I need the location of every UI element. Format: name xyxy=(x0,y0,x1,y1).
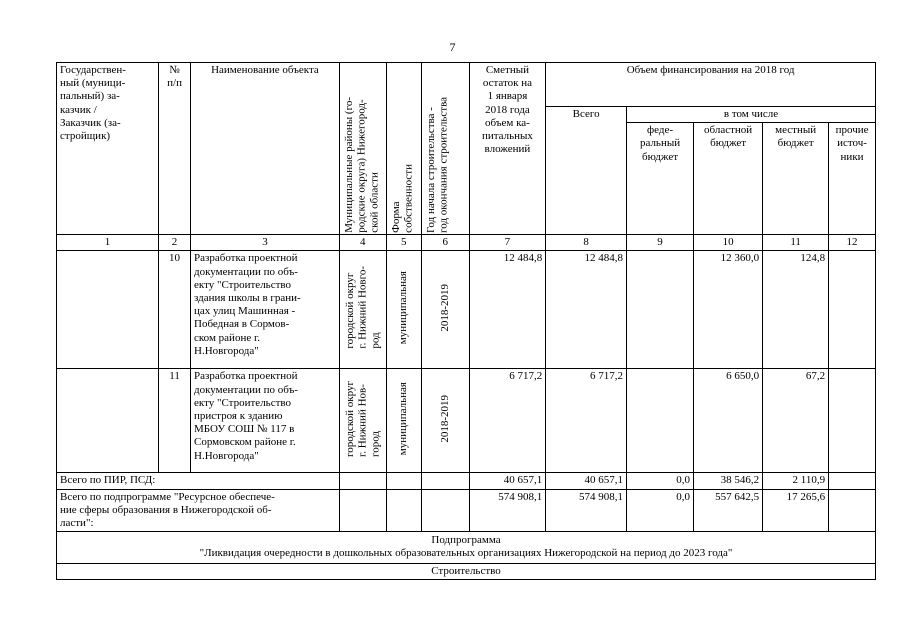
page-number: 7 xyxy=(449,40,456,54)
local-value: 124,8 xyxy=(763,251,829,369)
years-text: 2018-2019 xyxy=(438,394,451,443)
estimated-value: 574 908,1 xyxy=(469,489,546,532)
object-name: Разработка проектной документации по объ- екту "Строительство здания школы в грани- цах улиц Машинная - Победная в Сормов- ском районе г. Н.Новгорода" xyxy=(191,251,340,369)
other-value xyxy=(829,369,876,473)
column-number: 7 xyxy=(469,235,546,251)
local-value: 17 265,6 xyxy=(763,489,829,532)
column-number: 8 xyxy=(546,235,627,251)
header-districts-text: Муниципальные районы (го- родские округа) Нижегород- ской области xyxy=(342,97,381,234)
ownership-text: муниципальная xyxy=(397,271,410,345)
total-value: 40 657,1 xyxy=(546,473,627,489)
empty-cell xyxy=(339,489,386,532)
column-number: 6 xyxy=(421,235,469,251)
customer-cell xyxy=(57,369,159,473)
regional-value: 38 546,2 xyxy=(694,473,763,489)
column-number: 2 xyxy=(159,235,191,251)
regional-value: 6 650,0 xyxy=(694,369,763,473)
subprogram-banner xyxy=(57,532,876,563)
district-cell xyxy=(339,251,386,369)
header-object-name: Наименование объекта xyxy=(191,63,340,235)
empty-cell xyxy=(386,473,421,489)
empty-cell xyxy=(421,473,469,489)
header-funding-title: Объем финансирования на 2018 год xyxy=(546,63,876,107)
header-ownership xyxy=(386,63,421,235)
total-value: 6 717,2 xyxy=(546,369,627,473)
row-number: 10 xyxy=(159,251,191,369)
regional-value: 557 642,5 xyxy=(694,489,763,532)
header-federal: феде- ральный бюджет xyxy=(627,123,694,235)
total-value: 574 908,1 xyxy=(546,489,627,532)
table-row xyxy=(57,369,876,473)
other-value xyxy=(829,473,876,489)
total-value: 12 484,8 xyxy=(546,251,627,369)
ownership-cell xyxy=(386,369,421,473)
subprogram-label: Подпрограмма xyxy=(431,534,501,547)
row-number: 11 xyxy=(159,369,191,473)
regional-value: 12 360,0 xyxy=(694,251,763,369)
section-row xyxy=(57,563,876,579)
district-text: городской округ г. Нижний Нов- город xyxy=(343,380,382,457)
total-label: Всего по подпрограмме "Ресурсное обеспече- ние сферы образования в Нижегородской об- ласти": xyxy=(57,489,340,532)
column-number: 11 xyxy=(763,235,829,251)
federal-value: 0,0 xyxy=(627,489,694,532)
empty-cell xyxy=(421,489,469,532)
column-number: 5 xyxy=(386,235,421,251)
header-other: прочие источ- ники xyxy=(829,123,876,235)
header-total: Всего xyxy=(546,107,627,235)
empty-cell xyxy=(339,473,386,489)
federal-value xyxy=(627,251,694,369)
other-value xyxy=(829,251,876,369)
district-cell xyxy=(339,369,386,473)
column-number: 12 xyxy=(829,235,876,251)
column-number: 4 xyxy=(339,235,386,251)
years-cell xyxy=(421,251,469,369)
header-years xyxy=(421,63,469,235)
column-number: 3 xyxy=(191,235,340,251)
estimated-value: 40 657,1 xyxy=(469,473,546,489)
header-districts xyxy=(339,63,386,235)
table-row xyxy=(57,251,876,369)
years-cell xyxy=(421,369,469,473)
federal-value: 0,0 xyxy=(627,473,694,489)
subprogram-cell xyxy=(57,532,876,563)
object-name: Разработка проектной документации по объ- екту "Строительство пристроя к зданию МБОУ СОШ № 117 в Сормовском районе г. Н.Новгорода" xyxy=(191,369,340,473)
empty-cell xyxy=(386,489,421,532)
district-text: городской округ г. Нижний Новго- род xyxy=(343,266,382,350)
header-customer: Государствен- ный (муници- пальный) за- казчик / Заказчик (за- стройщик) xyxy=(57,63,159,235)
column-number: 10 xyxy=(694,235,763,251)
other-value xyxy=(829,489,876,532)
customer-cell xyxy=(57,251,159,369)
ownership-cell xyxy=(386,251,421,369)
section-title: Строительство xyxy=(57,563,876,579)
estimated-value: 12 484,8 xyxy=(469,251,546,369)
column-number-row xyxy=(57,235,876,251)
total-row xyxy=(57,473,876,489)
ownership-text: муниципальная xyxy=(397,382,410,456)
total-label: Всего по ПИР, ПСД: xyxy=(57,473,340,489)
header-number: № п/п xyxy=(159,63,191,235)
column-number: 1 xyxy=(57,235,159,251)
funding-table xyxy=(56,62,876,580)
header-ownership-text: Форма собственности xyxy=(389,164,415,234)
estimated-value: 6 717,2 xyxy=(469,369,546,473)
header-including: в том числе xyxy=(627,107,876,123)
years-text: 2018-2019 xyxy=(438,283,451,332)
header-years-text: Год начала строительства - год окончания строительства xyxy=(424,97,450,234)
federal-value xyxy=(627,369,694,473)
local-value: 67,2 xyxy=(763,369,829,473)
subprogram-title: "Ликвидация очередности в дошкольных образовательных организациях Нижегородской на период до 2023 года" xyxy=(199,547,733,560)
local-value: 2 110,9 xyxy=(763,473,829,489)
total-row xyxy=(57,489,876,532)
column-number: 9 xyxy=(627,235,694,251)
header-local: местный бюджет xyxy=(763,123,829,235)
header-estimated-balance: Сметный остаток на 1 января 2018 года объем ка- питальных вложений xyxy=(469,63,546,235)
header-regional: областной бюджет xyxy=(694,123,763,235)
